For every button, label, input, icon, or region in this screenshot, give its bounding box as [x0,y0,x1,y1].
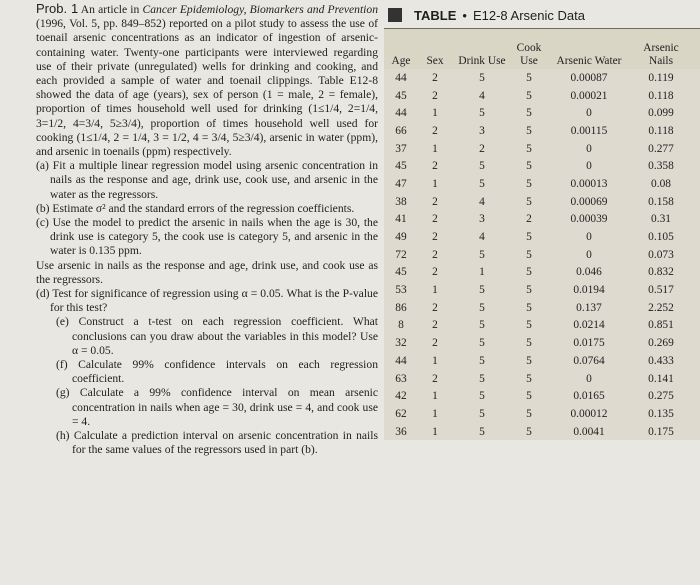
table-row [384,69,700,87]
cell-arsenic-nails: 0.105 [648,231,674,244]
cell-arsenic-water: 0.0041 [573,425,605,438]
cell-sex: 2 [432,124,438,137]
cell-cook-use: 5 [526,337,532,350]
cell-arsenic-nails: 0.269 [648,337,674,350]
cell-age: 53 [395,284,407,297]
cell-drink-use: 4 [479,89,485,102]
cell-age: 8 [398,319,404,332]
cell-arsenic-nails: 0.118 [648,89,674,102]
cell-arsenic-water: 0.00039 [570,213,608,226]
cell-cook-use: 2 [526,213,532,226]
cell-cook-use: 5 [526,89,532,102]
table-row [384,140,700,158]
cell-drink-use: 4 [479,231,485,244]
cell-age: 42 [395,390,407,403]
table-row [384,334,700,352]
cell-age: 44 [395,71,407,84]
intro-start: An article in [80,3,143,16]
header-cook-use: Cook Use [516,42,542,67]
cell-cook-use: 5 [526,390,532,403]
cell-drink-use: 5 [479,372,485,385]
cell-arsenic-nails: 0.099 [648,107,674,120]
cell-drink-use: 5 [479,160,485,173]
cell-arsenic-nails: 0.31 [651,213,671,226]
header-arsenic-water: Arsenic Water [556,54,622,67]
table-row [384,281,700,299]
table-row [384,423,700,441]
header-age: Age [391,54,411,67]
part-c: (c) Use the model to predict the arsenic in nails when the age is 30, the drink use is category 5, the cook use is category 5, and arsenic in the water is 0.135 ppm. [36,216,378,258]
cell-age: 44 [395,354,407,367]
problem-intro [36,2,378,159]
cell-arsenic-nails: 0.135 [648,407,674,420]
table-row [384,211,700,229]
cell-sex: 1 [432,177,438,190]
cell-sex: 1 [432,284,438,297]
cell-cook-use: 5 [526,160,532,173]
cell-cook-use: 5 [526,177,532,190]
mid-note: Use arsenic in nails as the response and age, drink use, and cook use as the regressors. [36,258,378,286]
header-drink-use: Drink Use [458,54,506,67]
cell-cook-use: 5 [526,142,532,155]
table-row [384,122,700,140]
cell-cook-use: 5 [526,231,532,244]
cell-drink-use: 5 [479,177,485,190]
table-body [384,69,700,440]
table-row [384,352,700,370]
table-row [384,175,700,193]
cell-sex: 2 [432,337,438,350]
cell-sex: 2 [432,89,438,102]
cell-drink-use: 5 [479,284,485,297]
part-g: (g) Calculate a 99% confidence interval on mean arsenic concentration in nails when age = 30, drink use = 4, and cook use = 4. [56,386,378,428]
cell-age: 49 [395,231,407,244]
cell-age: 37 [395,142,407,155]
cell-sex: 2 [432,248,438,261]
cell-arsenic-water: 0 [586,372,592,385]
cell-age: 32 [395,337,407,350]
cell-age: 45 [395,160,407,173]
cell-arsenic-water: 0.046 [576,266,602,279]
cell-arsenic-water: 0.0764 [573,354,605,367]
cell-sex: 2 [432,195,438,208]
cell-arsenic-nails: 0.277 [648,142,674,155]
cell-sex: 1 [432,142,438,155]
cell-arsenic-nails: 0.175 [648,425,674,438]
cell-cook-use: 5 [526,266,532,279]
cell-drink-use: 5 [479,354,485,367]
cell-drink-use: 5 [479,425,485,438]
cell-arsenic-water: 0 [586,107,592,120]
cell-drink-use: 4 [479,195,485,208]
table-row [384,87,700,105]
part-d: (d) Test for significance of regression using α = 0.05. What is the P-value for this test? [36,287,378,315]
cell-drink-use: 3 [479,213,485,226]
table-name: E12-8 Arsenic Data [472,7,585,23]
cell-drink-use: 5 [479,407,485,420]
cell-cook-use: 5 [526,354,532,367]
problem-text [36,2,378,458]
cell-age: 63 [395,372,407,385]
table-row [384,299,700,317]
table-row [384,246,700,264]
cell-drink-use: 2 [479,142,485,155]
cell-arsenic-nails: 0.073 [648,248,674,261]
cell-sex: 1 [432,390,438,403]
cell-age: 72 [395,248,407,261]
cell-arsenic-nails: 0.08 [651,177,671,190]
cell-cook-use: 5 [526,107,532,120]
table-row [384,157,700,175]
cell-drink-use: 5 [479,301,485,314]
cell-arsenic-water: 0.00069 [570,195,608,208]
cell-arsenic-water: 0.0165 [573,390,605,403]
cell-cook-use: 5 [526,301,532,314]
arsenic-table [384,2,700,440]
cell-age: 66 [395,124,407,137]
cell-cook-use: 5 [526,248,532,261]
cell-sex: 2 [432,266,438,279]
cell-drink-use: 3 [479,124,485,137]
part-h: (h) Calculate a prediction interval on arsenic concentration in nails for the same values of the regressors used in part (b). [56,429,378,457]
table-row [384,317,700,335]
cell-cook-use: 5 [526,71,532,84]
cell-cook-use: 5 [526,124,532,137]
cell-sex: 2 [432,301,438,314]
cell-drink-use: 5 [479,337,485,350]
cell-drink-use: 1 [479,266,485,279]
cell-arsenic-water: 0.00087 [570,71,608,84]
part-e: (e) Construct a t-test on each regression coefficient. What conclusions can you draw about the variables in this model? Use α = 0.05. [56,315,378,357]
table-title [384,2,700,28]
cell-cook-use: 5 [526,425,532,438]
cell-arsenic-water: 0.0175 [573,337,605,350]
cell-arsenic-water: 0.00013 [570,177,608,190]
cell-sex: 2 [432,160,438,173]
cell-arsenic-water: 0 [586,142,592,155]
part-a: (a) Fit a multiple linear regression model using arsenic concentration in nails as the response and age, drink use, cook use, and arsenic in the water as the regressors. [36,159,378,201]
cell-age: 45 [395,89,407,102]
table-row [384,405,700,423]
cell-age: 44 [395,107,407,120]
cell-arsenic-nails: 0.851 [648,319,674,332]
cell-cook-use: 5 [526,319,532,332]
cell-arsenic-nails: 0.517 [648,284,674,297]
problem-label: Prob. 1 [36,1,79,16]
cell-age: 41 [395,213,407,226]
cell-sex: 2 [432,319,438,332]
cell-arsenic-nails: 0.433 [648,354,674,367]
cell-age: 38 [395,195,407,208]
cell-arsenic-water: 0 [586,248,592,261]
cell-sex: 2 [432,372,438,385]
cell-arsenic-water: 0 [586,231,592,244]
cell-arsenic-water: 0.00115 [570,124,608,137]
cell-age: 47 [395,177,407,190]
cell-arsenic-nails: 0.358 [648,160,674,173]
cell-age: 45 [395,266,407,279]
table-row [384,264,700,282]
cell-drink-use: 5 [479,248,485,261]
cell-cook-use: 5 [526,407,532,420]
cell-age: 36 [395,425,407,438]
cell-arsenic-water: 0 [586,160,592,173]
cell-arsenic-water: 0.0194 [573,284,605,297]
cell-arsenic-nails: 0.275 [648,390,674,403]
cell-arsenic-water: 0.00012 [570,407,608,420]
cell-sex: 1 [432,354,438,367]
table-row [384,228,700,246]
table-row [384,104,700,122]
table-header [384,28,700,69]
table-bullet: • [462,7,467,23]
journal-title: Cancer Epidemiology, Biomarkers and Prevention [142,3,378,16]
part-b: (b) Estimate σ² and the standard errors of the regression coefficients. [36,201,355,215]
cell-cook-use: 5 [526,372,532,385]
cell-sex: 1 [432,407,438,420]
cell-cook-use: 5 [526,195,532,208]
header-arsenic-nails: Arsenic Nails [643,42,679,67]
cell-arsenic-nails: 0.118 [648,124,674,137]
cell-arsenic-water: 0.0214 [573,319,605,332]
part-f: (f) Calculate 99% confidence intervals on each regression coefficient. [56,358,378,386]
cell-cook-use: 5 [526,284,532,297]
cell-arsenic-nails: 2.252 [648,301,674,314]
intro-rest: (1996, Vol. 5, pp. 849–852) reported on a pilot study to assess the use of toenail arsenic concentrations as an indicator of ingestion of arsenic-containing water. Twenty-one participants were interviewed regarding use of their private (unregulated) wells for drinking and cooking, and each provided a sample of water and toenail clippings. Table E12-8 showed the data of age (years), sex of person (1 = male, 2 = female), proportion of times household well used for drinking (1≤1/4, 2=1/4, 3=1/2, 4=3/4, 5≥3/4), proportion of times household well used for cooking (1≤1/4, 2 = 1/4, 3 = 1/2, 4 = 3/4, 5≥3/4), arsenic in water (ppm), and arsenic in toenails (ppm) respectively. [36,17,378,159]
cell-age: 86 [395,301,407,314]
cell-drink-use: 5 [479,390,485,403]
cell-drink-use: 5 [479,319,485,332]
cell-arsenic-water: 0.137 [576,301,602,314]
cell-sex: 2 [432,213,438,226]
cell-sex: 2 [432,71,438,84]
cell-arsenic-water: 0.00021 [570,89,608,102]
table-marker-icon [388,8,402,22]
cell-arsenic-nails: 0.158 [648,195,674,208]
table-row [384,370,700,388]
cell-arsenic-nails: 0.141 [648,372,674,385]
cell-age: 62 [395,407,407,420]
cell-drink-use: 5 [479,107,485,120]
cell-arsenic-nails: 0.832 [648,266,674,279]
table-row [384,387,700,405]
cell-sex: 2 [432,231,438,244]
cell-sex: 1 [432,107,438,120]
header-sex: Sex [426,54,444,67]
table-row [384,193,700,211]
cell-drink-use: 5 [479,71,485,84]
table-label: TABLE [414,7,457,23]
cell-arsenic-nails: 0.119 [648,71,674,84]
cell-sex: 1 [432,425,438,438]
